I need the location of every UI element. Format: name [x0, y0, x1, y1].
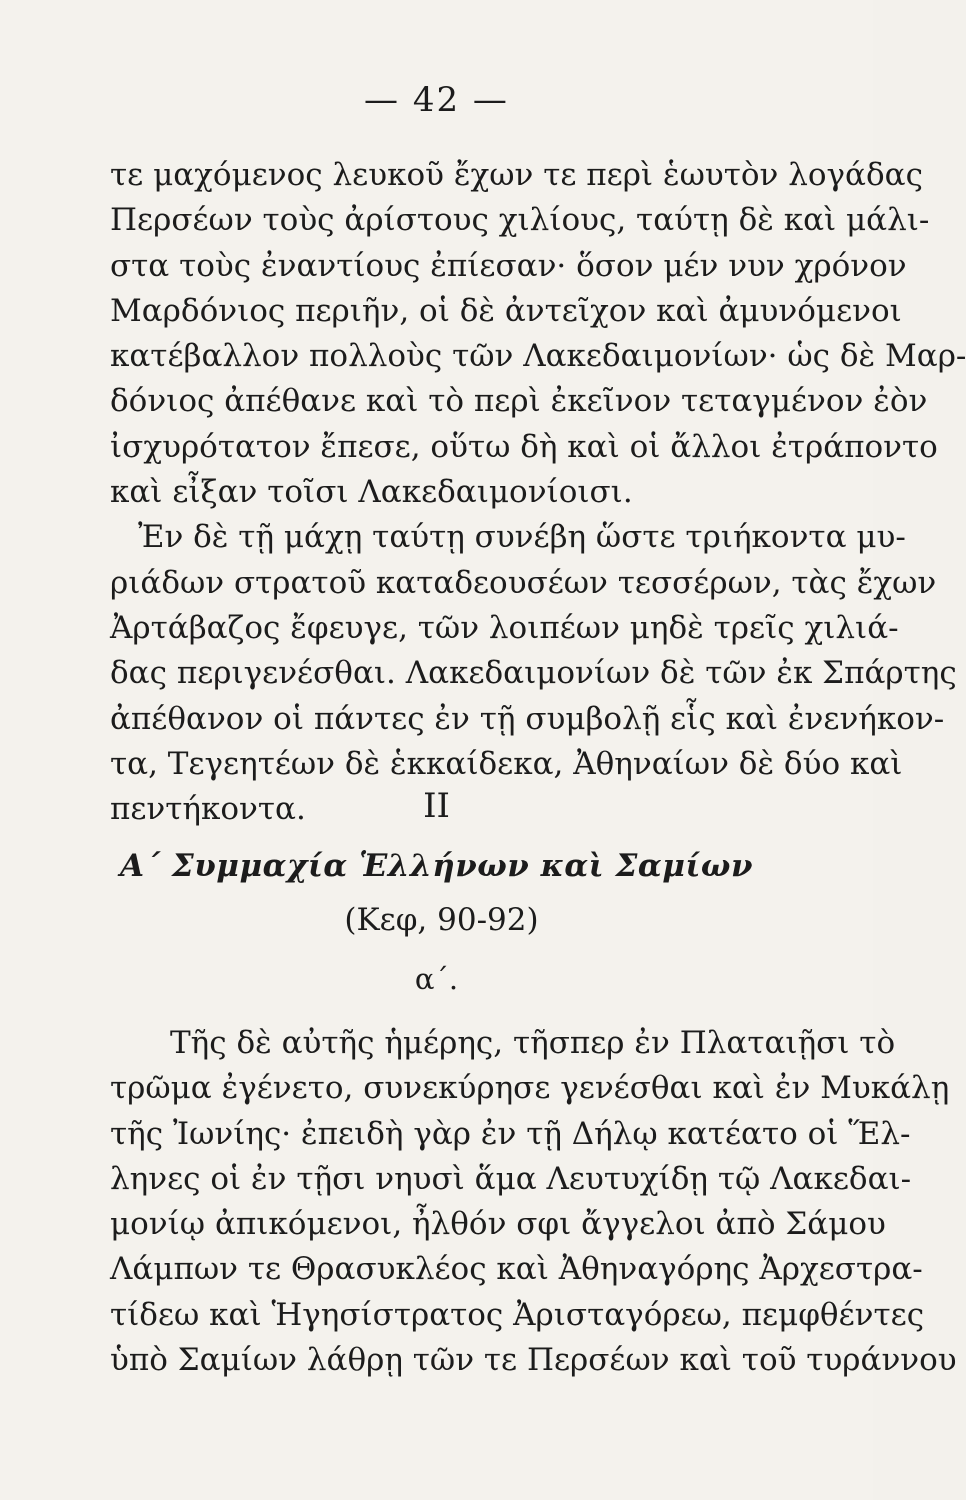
text-line: μονίῳ ἀπικόμενοι, ἦλθόν σφι ἄγγελοι ἀπὸ Σάμου: [110, 1206, 886, 1243]
text-line: ἰσχυρότατον ἔπεσε, οὕτω δὴ καὶ οἱ ἄλλοι ἐτράποντο: [110, 428, 938, 465]
text-line: Ἐν δὲ τῇ μάχῃ ταύτῃ συνέβη ὥστε τριήκοντα μυ-: [138, 519, 906, 556]
text-line: ληνες οἱ ἐν τῇσι νηυσὶ ἅμα Λευτυχίδῃ τῷ Λακεδαι-: [110, 1160, 912, 1197]
text-line: πεντήκοντα.: [110, 791, 306, 828]
text-line: τε μαχόμενος λευκοῦ ἔχων τε περὶ ἑωυτὸν λογάδας: [110, 157, 923, 193]
text-line: ἀπέθανον οἱ πάντες ἐν τῇ συμβολῇ εἷς καὶ ἐνενήκον-: [110, 700, 945, 737]
section-number: II: [423, 786, 450, 826]
text-line: τρῶμα ἐγένετο, συνεκύρησε γενέσθαι καὶ ἐν Μυκάλῃ: [110, 1070, 950, 1107]
text-line: Ἀρτάβαζος ἔφευγε, τῶν λοιπέων μηδὲ τρεῖς χιλιά-: [110, 609, 899, 646]
text-line: Μαρδόνιος περιῆν, οἱ δὲ ἀντεῖχον καὶ ἀμυνόμενοι: [110, 292, 902, 329]
text-line: ὑπὸ Σαμίων λάθρῃ τῶν τε Περσέων καὶ τοῦ τυράννου: [110, 1342, 957, 1379]
text-line: καὶ εἶξαν τοῖσι Λακεδαιμονίοισι.: [110, 474, 633, 511]
text-line: τῆς Ἰωνίης· ἐπειδὴ γὰρ ἐν τῇ Δήλῳ κατέατο οἱ Ἕλ-: [110, 1115, 911, 1152]
text-line: δας περιγενέσθαι. Λακεδαιμονίων δὲ τῶν ἐκ Σπάρτης: [110, 655, 957, 692]
page-number: — 42 —: [364, 80, 509, 120]
text-line: Περσέων τοὺς ἀρίστους χιλίους, ταύτῃ δὲ καὶ μάλι-: [110, 202, 930, 239]
text-line: τίδεω καὶ Ἡγησίστρατος Ἀρισταγόρεω, πεμφθέντες: [110, 1296, 925, 1333]
section-two-text: [110, 1021, 957, 1383]
chapter-reference: (Κεφ, 90-92): [344, 902, 539, 938]
text-line: στα τοὺς ἐναντίους ἐπίεσαν· ὅσον μέν νυν χρόνον: [110, 247, 907, 284]
text-line: ριάδων στρατοῦ καταδεουσέων τεσσέρων, τὰς ἔχων: [110, 564, 937, 601]
section-one-text: [110, 153, 966, 832]
text-line: δόνιος ἀπέθανε καὶ τὸ περὶ ἐκεῖνον τεταγμένον ἐὸν: [110, 383, 928, 420]
subsection-label: α΄.: [414, 962, 459, 996]
text-line: Τῆς δὲ αὐτῆς ἡμέρης, τῆσπερ ἐν Πλαταιῇσι τὸ: [170, 1025, 896, 1061]
text-line: κατέβαλλον πολλοὺς τῶν Λακεδαιμονίων· ὡς δὲ Μαρ-: [110, 338, 966, 375]
text-line: Λάμπων τε Θρασυκλέος καὶ Ἀθηναγόρης Ἀρχεστρα-: [110, 1251, 923, 1288]
section-title: Α΄ Συμμαχία Ἑλλήνων καὶ Σαμίων: [120, 848, 753, 884]
text-line: τα, Τεγεητέων δὲ ἑκκαίδεκα, Ἀθηναίων δὲ δύο καὶ: [110, 745, 903, 782]
